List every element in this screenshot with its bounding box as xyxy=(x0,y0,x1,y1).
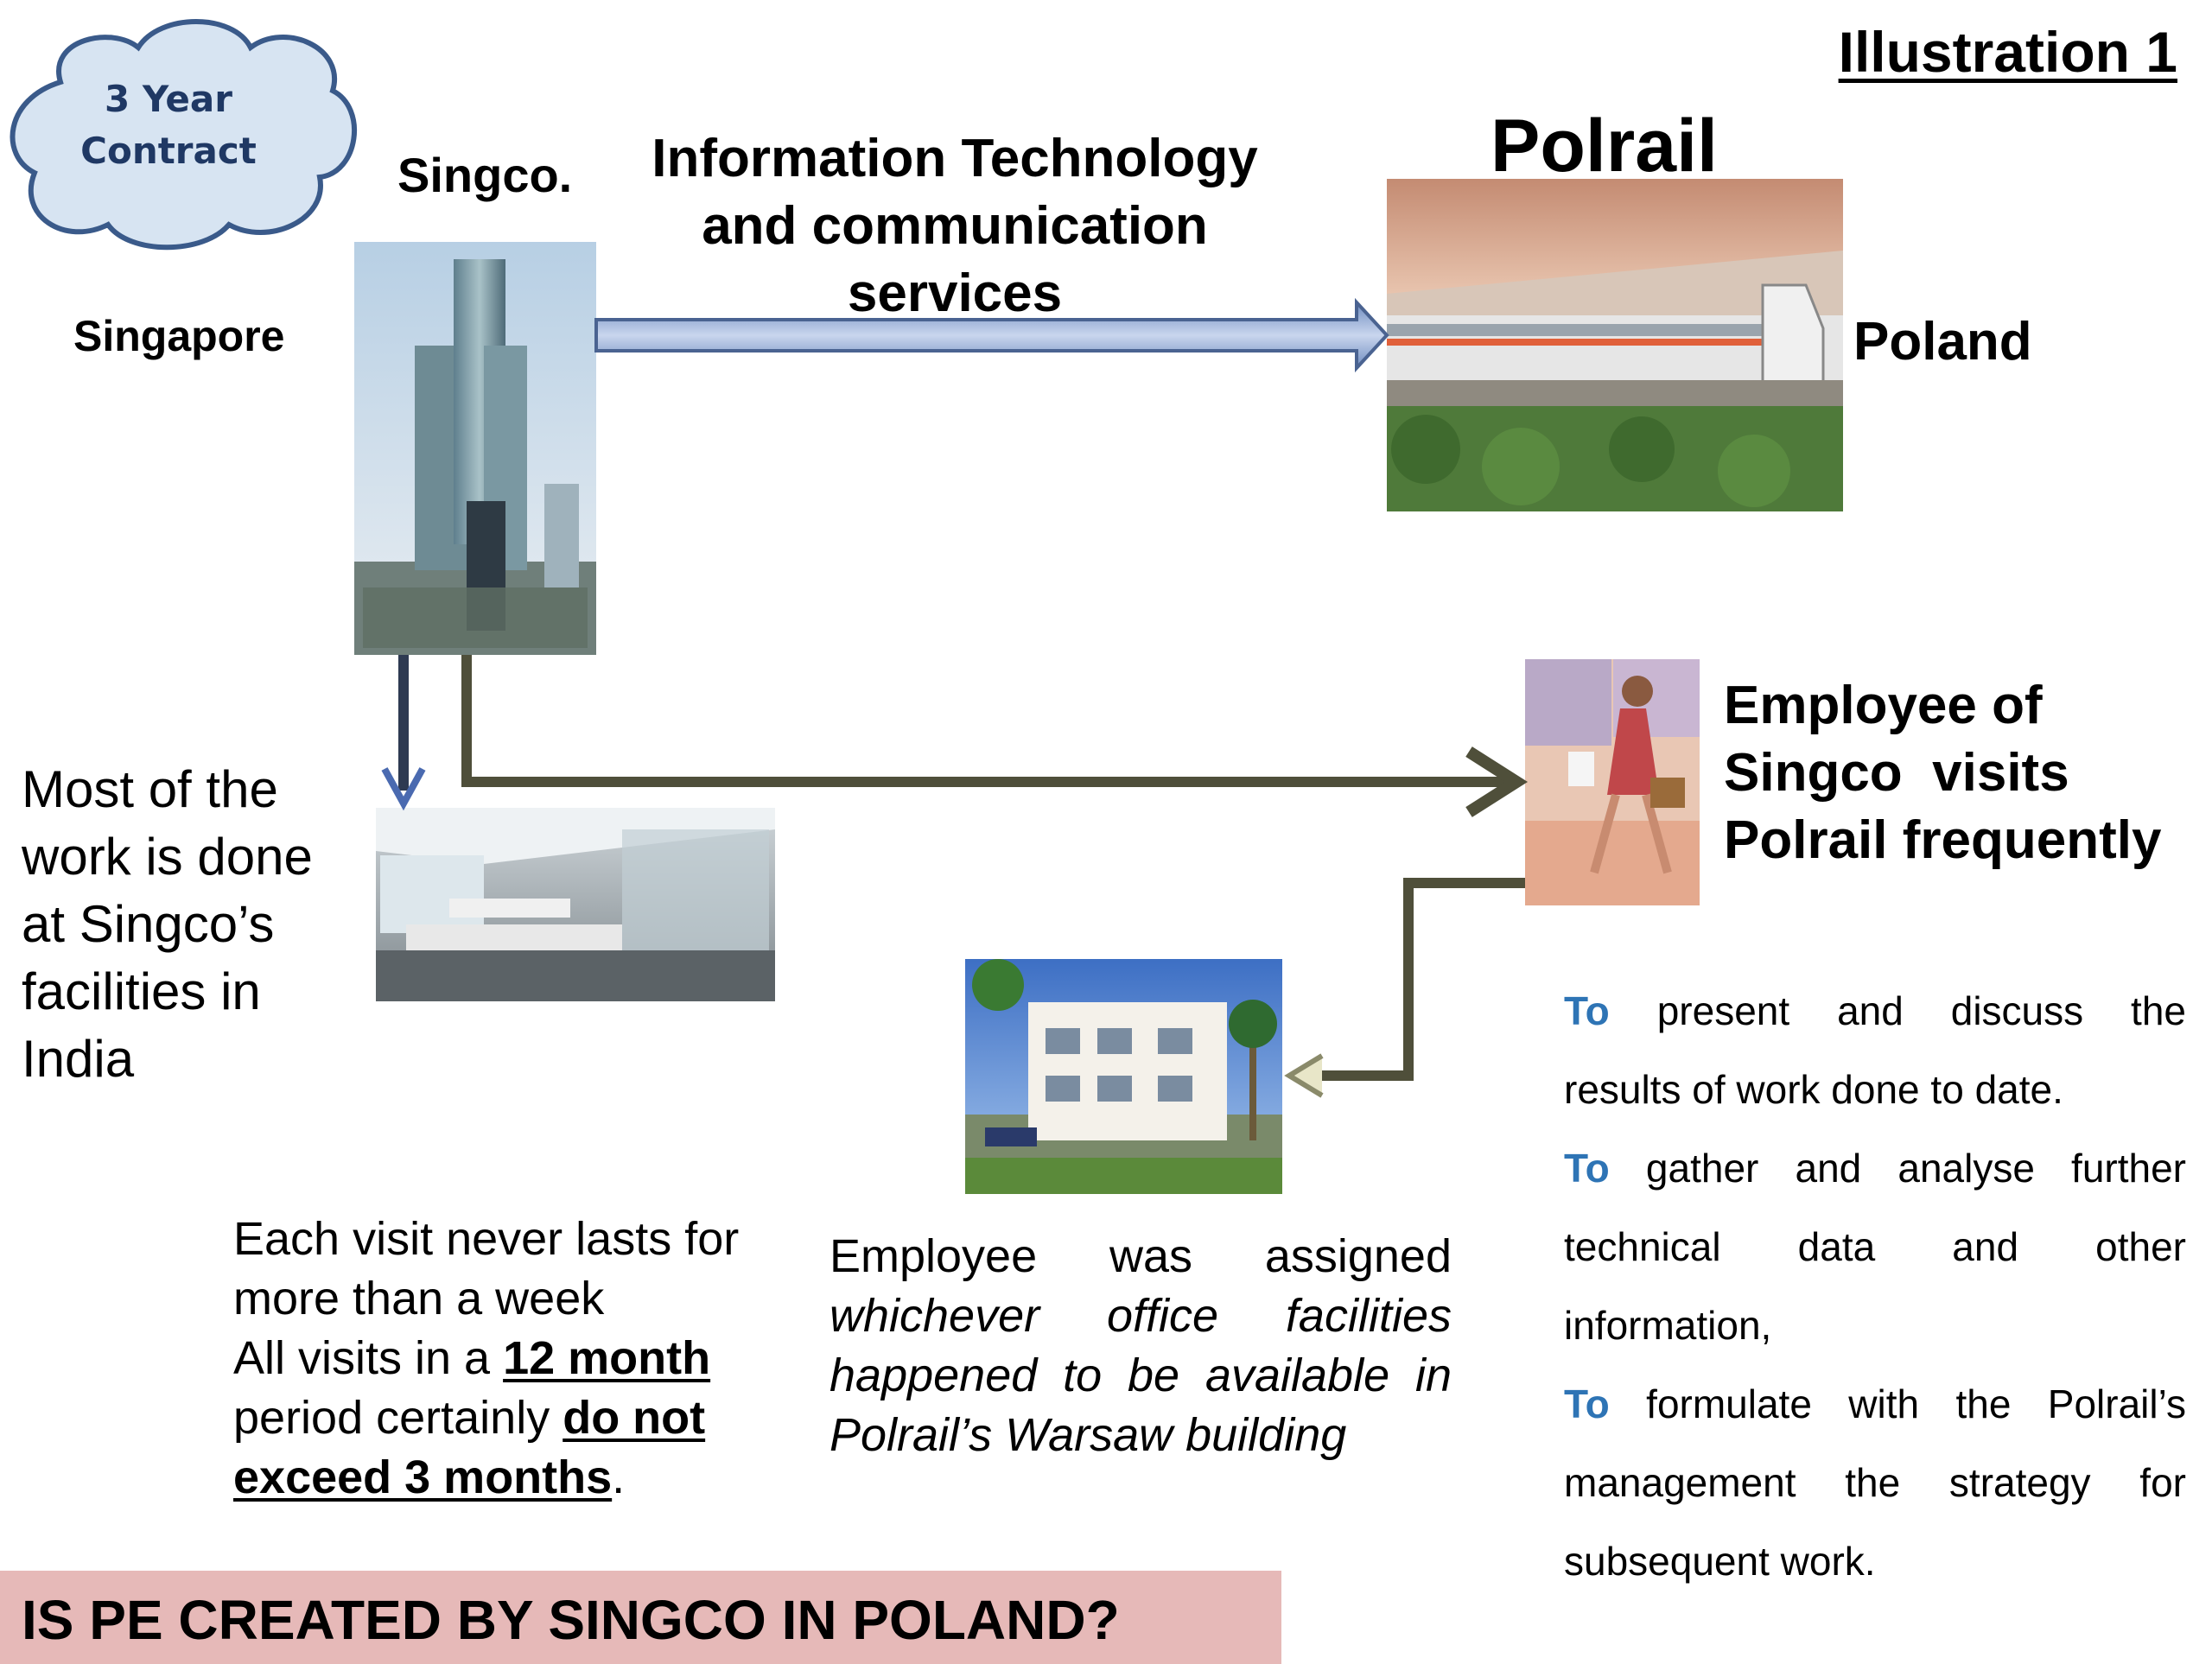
work-location-line: at Singco’s xyxy=(22,895,275,953)
office-interior-image xyxy=(376,808,775,1001)
visit-text-span: All visits in a xyxy=(233,1332,504,1384)
employee-label-line: Employee of xyxy=(1724,676,2043,735)
question-text: IS PE CREATED BY SINGCO IN POLAND? xyxy=(22,1589,1120,1651)
warsaw-building-image xyxy=(965,959,1282,1194)
purpose-to: To xyxy=(1564,1146,1610,1191)
contract-cloud-line: Contract xyxy=(80,130,257,172)
purpose-line: information, xyxy=(1564,1303,1772,1348)
visit-emphasis: do not xyxy=(563,1392,706,1444)
employee-label-line: Singco visits xyxy=(1724,743,2069,803)
singco-name: Singco. xyxy=(397,148,573,202)
visit-text-span: period certainly xyxy=(233,1392,563,1444)
assignment-line: happened to be available in xyxy=(830,1350,1452,1401)
purpose-line: management the strategy for xyxy=(1564,1460,2186,1505)
contract-cloud-line: 3 Year xyxy=(105,78,232,120)
singco-tower-image xyxy=(354,242,596,655)
visit-line: Each visit never lasts for xyxy=(233,1213,740,1265)
service-label xyxy=(622,125,1287,327)
purpose-line xyxy=(1564,972,2186,1051)
visit-line: more than a week xyxy=(233,1273,605,1324)
purpose-to: To xyxy=(1564,988,1610,1033)
polrail-train-image xyxy=(1387,179,1843,511)
work-location-line: India xyxy=(22,1030,135,1088)
visit-line xyxy=(233,1388,786,1448)
assignment-line: Polrail’s Warsaw building xyxy=(830,1409,1347,1461)
service-label-line: and communication xyxy=(702,196,1208,256)
visit-emphasis: exceed 3 months xyxy=(233,1451,613,1503)
visit-details xyxy=(233,1210,786,1508)
contract-cloud-label xyxy=(52,73,285,177)
work-location-label xyxy=(22,756,350,1093)
purpose-text: present and discuss the xyxy=(1609,988,2186,1033)
purpose-text: formulate with the Polrail’s xyxy=(1609,1381,2186,1426)
down-arrow-to-office xyxy=(385,655,423,803)
service-label-line: services xyxy=(847,264,1063,323)
employee-label-line: Polrail frequently xyxy=(1724,810,2162,870)
work-location-line: facilities in xyxy=(22,962,261,1020)
visit-emphasis: 12 month xyxy=(503,1332,711,1384)
visit-text-span: . xyxy=(612,1451,626,1503)
work-location-line: work is done xyxy=(22,828,313,886)
visit-line xyxy=(233,1448,786,1508)
purpose-line xyxy=(1564,1129,2186,1208)
assignment-line: whichever office facilities xyxy=(830,1290,1452,1342)
singco-country: Singapore xyxy=(73,312,285,360)
polrail-name: Polrail xyxy=(1491,105,1718,187)
visit-line xyxy=(233,1329,786,1388)
service-label-line: Information Technology xyxy=(652,129,1258,188)
employee-image xyxy=(1525,659,1700,905)
purpose-line: technical data and other xyxy=(1564,1224,2186,1269)
purpose-to: To xyxy=(1564,1381,1610,1426)
purpose-line: subsequent work. xyxy=(1564,1539,1876,1584)
assignment-arrow xyxy=(1289,883,1525,1096)
purpose-line xyxy=(1564,1365,2186,1444)
visit-arrow xyxy=(467,655,1516,812)
visit-purposes xyxy=(1564,972,2186,1601)
work-location-line: Most of the xyxy=(22,760,278,818)
employee-label xyxy=(1724,672,2161,874)
polrail-country: Poland xyxy=(1853,312,2032,372)
assignment-details xyxy=(830,1227,1452,1465)
purpose-line: results of work done to date. xyxy=(1564,1067,2063,1112)
assignment-line: Employee was assigned xyxy=(830,1230,1452,1282)
purpose-text: gather and analyse further xyxy=(1609,1146,2186,1191)
illustration-title: Illustration 1 xyxy=(1838,20,2177,84)
